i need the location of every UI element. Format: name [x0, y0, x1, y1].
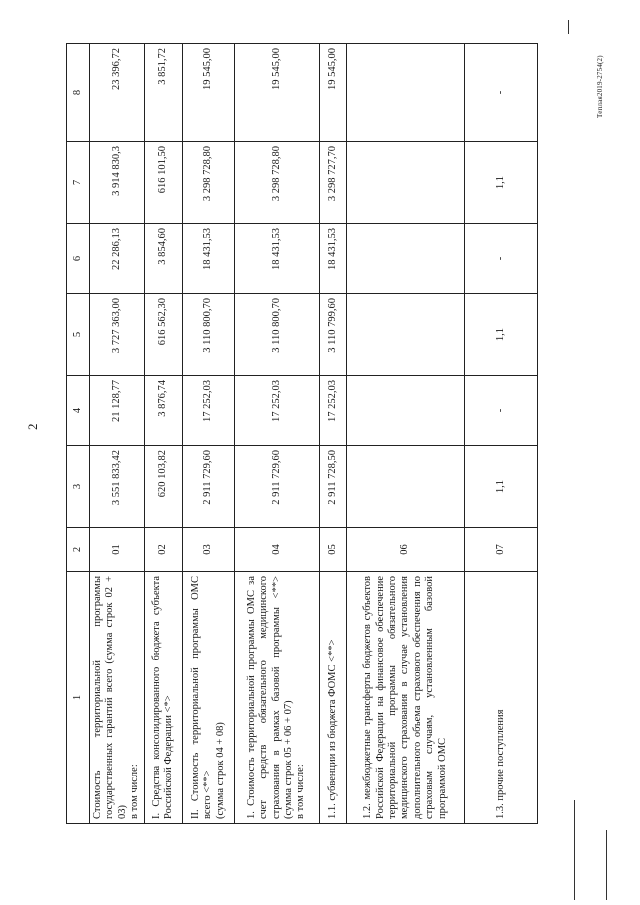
margin-line	[574, 800, 575, 900]
column-number-row	[67, 44, 90, 824]
table-row	[319, 44, 346, 824]
cell-value: 3 854,60	[144, 224, 182, 294]
cell-value	[346, 142, 464, 224]
cell-value: 17 252,03	[182, 376, 234, 446]
col-header: 2	[67, 528, 90, 572]
cell-value: 2 911 729,60	[234, 446, 319, 528]
cell-value	[346, 376, 464, 446]
page-number: 2	[25, 423, 40, 430]
row-code: 01	[90, 528, 145, 572]
row-name: II. Стоимость территориальной программы ОМС всего <**> (сумма строк 04 + 08)	[182, 572, 234, 824]
cell-value: 616 101,50	[144, 142, 182, 224]
cell-value: 3 110 800,70	[182, 294, 234, 376]
row-code: 02	[144, 528, 182, 572]
cell-value: 3 110 800,70	[234, 294, 319, 376]
cell-value: 23 396,72	[90, 44, 145, 142]
col-header: 7	[67, 142, 90, 224]
cell-value: 18 431,53	[319, 224, 346, 294]
document-stamp: Теплая2019-2754(2)	[596, 55, 604, 118]
cell-value: 3 727 363,00	[90, 294, 145, 376]
table-row	[465, 44, 538, 824]
col-header: 6	[67, 224, 90, 294]
cell-value: 2 911 728,50	[319, 446, 346, 528]
cell-value: 19 545,00	[319, 44, 346, 142]
margin-line	[606, 830, 607, 900]
cell-value	[346, 224, 464, 294]
row-name: Стоимость территориальной программы государственных гарантий всего (сумма строк 02 + 03) в том числе:	[90, 572, 145, 824]
cell-value: 3 298 727,70	[319, 142, 346, 224]
cell-value: 19 545,00	[234, 44, 319, 142]
cell-value: 3 876,74	[144, 376, 182, 446]
cell-value: 1,1	[465, 142, 538, 224]
cell-value: 3 551 833,42	[90, 446, 145, 528]
table-row	[234, 44, 319, 824]
cell-value: -	[465, 44, 538, 142]
budget-table	[66, 43, 538, 824]
cell-value: 3 298 728,80	[234, 142, 319, 224]
cell-value: 17 252,03	[234, 376, 319, 446]
cell-value: 3 298 728,80	[182, 142, 234, 224]
cell-value: 616 562,30	[144, 294, 182, 376]
row-name: 1.1. субвенции из бюджета ФОМС <**>	[319, 572, 346, 824]
cell-value: -	[465, 224, 538, 294]
table-row	[90, 44, 145, 824]
cell-value: 19 545,00	[182, 44, 234, 142]
table-row	[346, 44, 464, 824]
cell-value: 3 914 830,3	[90, 142, 145, 224]
col-header: 5	[67, 294, 90, 376]
row-name: I. Средства консолидированного бюджета субъекта Российской Федерации <*>	[144, 572, 182, 824]
col-header: 1	[67, 572, 90, 824]
cell-value: 3 110 799,60	[319, 294, 346, 376]
cell-value: 1,1	[465, 294, 538, 376]
cell-value: 18 431,53	[234, 224, 319, 294]
row-code: 05	[319, 528, 346, 572]
row-name: 1.2. межбюджетные трансферты бюджетов субъектов Российской Федерации на финансовое обеспечение территориальной программы обязательного медицинского страхования в случае установления дополнительного объема страхового обеспечения по страховым случаям, установленным базовой программой ОМС	[346, 572, 464, 824]
row-name: 1.3. прочие поступления	[465, 572, 538, 824]
row-name: 1. Стоимость территориальной программы ОМС за счет средств обязательного медицинского страхования в рамках базовой программы <**> (сумма строк 05 + 06 + 07) в том числе:	[234, 572, 319, 824]
col-header: 4	[67, 376, 90, 446]
cell-value: 18 431,53	[182, 224, 234, 294]
cell-value	[346, 44, 464, 142]
row-code: 03	[182, 528, 234, 572]
cell-value: 2 911 729,60	[182, 446, 234, 528]
cell-value: 620 103,82	[144, 446, 182, 528]
cell-value: 21 128,77	[90, 376, 145, 446]
cell-value: -	[465, 376, 538, 446]
col-header: 8	[67, 44, 90, 142]
budget-table-rotated	[66, 44, 538, 824]
cell-value	[346, 446, 464, 528]
table-row	[182, 44, 234, 824]
row-code: 06	[346, 528, 464, 572]
row-code: 04	[234, 528, 319, 572]
row-code: 07	[465, 528, 538, 572]
margin-line	[568, 20, 569, 34]
cell-value: 1,1	[465, 446, 538, 528]
cell-value: 3 851,72	[144, 44, 182, 142]
cell-value	[346, 294, 464, 376]
table-row	[144, 44, 182, 824]
cell-value: 17 252,03	[319, 376, 346, 446]
cell-value: 22 286,13	[90, 224, 145, 294]
col-header: 3	[67, 446, 90, 528]
